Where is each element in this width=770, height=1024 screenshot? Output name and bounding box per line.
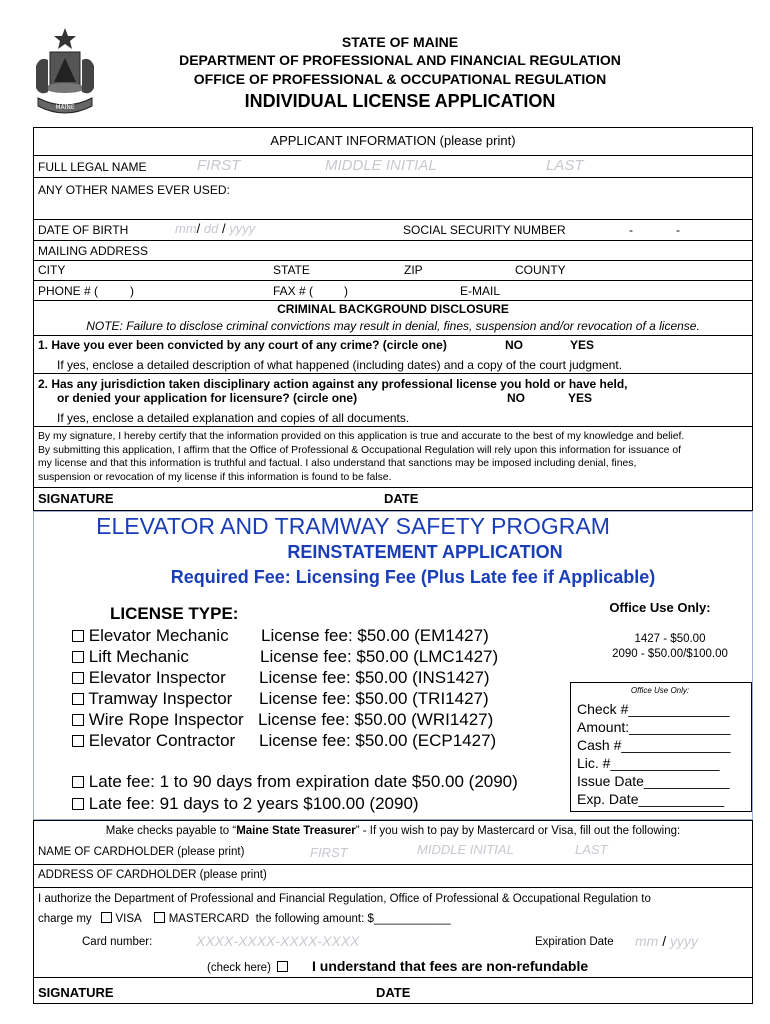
office-use-fields: Check #_____________ Amount:_____________ Cash #______________ Lic. #______________ Issue Date___________ Exp. Date___________ [577,701,731,807]
phone-close: ) [130,284,134,298]
question-2-line-1: 2. Has any jurisdiction taken disciplinary action against any professional license you hold or have held, [38,377,628,391]
signature-label[interactable]: SIGNATURE [38,491,114,506]
license-type-label: LICENSE TYPE: [110,604,239,623]
license-fee: License fee: $50.00 (TRI1427) [259,689,489,708]
license-fee: License fee: $50.00 (WRI1427) [258,710,494,729]
dob-label: DATE OF BIRTH [38,223,129,237]
dob-field[interactable]: mm/ dd / yyyy [175,221,256,236]
office-fee-1: 1427 - $50.00 [634,633,706,645]
payment-date-label[interactable]: DATE [376,985,411,1000]
state-label: STATE [273,263,310,277]
certification-text: By my signature, I hereby certify that the information provided on this application is true and accurate to the best of my knowledge and belief. By submitting this application, I affirm that the Office of Professional & Occupational Regulation will rely upon this information for issuance of my license and that this information is truthful and factual. I also understand that sanctions may be imposed including denial, fines, suspension or revocation of my license if this information is found to be false. [38,431,685,483]
ssn-label: SOCIAL SECURITY NUMBER [403,223,566,237]
license-wire-rope-inspector[interactable]: Wire Rope Inspector [72,710,244,730]
cardholder-middle-field[interactable]: MIDDLE INITIAL [417,842,514,857]
q2-yes[interactable]: YES [568,391,593,405]
header-office: OFFICE OF PROFESSIONAL & OCCUPATIONAL REGULATION [193,71,607,87]
first-name-field[interactable]: FIRST [197,157,241,174]
program-title: ELEVATOR AND TRAMWAY SAFETY PROGRAM [96,513,610,539]
expiration-field[interactable]: mm / yyyy [635,933,698,949]
license-fee: License fee: $50.00 (ECP1427) [259,731,497,750]
question-1-note: If yes, enclose a detailed description of what happened (including dates) and a copy of the court judgment. [57,358,623,372]
card-number-field[interactable]: XXXX-XXXX-XXXX-XXXX [196,933,360,949]
applicant-section-title: APPLICANT INFORMATION (please print) [270,133,516,148]
state-seal-icon [30,26,100,122]
program-subtitle: REINSTATEMENT APPLICATION [287,542,563,562]
county-label: COUNTY [515,263,566,277]
city-label: CITY [38,263,66,277]
header-state: STATE OF MAINE [341,34,459,50]
zip-label: ZIP [404,263,423,277]
authorize-text: I authorize the Department of Professional and Financial Regulation, Office of Professional & Occupational Regulation to [38,893,651,905]
mastercard-checkbox[interactable]: MASTERCARD [154,913,249,925]
cardholder-first-field[interactable]: FIRST [310,845,348,860]
license-fee: License fee: $50.00 (INS1427) [259,668,490,687]
svg-text:MAINE: MAINE [55,104,75,111]
office-use-small: Office Use Only: [630,686,690,695]
header-department: DEPARTMENT OF PROFESSIONAL AND FINANCIAL REGULATION [179,52,621,68]
page-title: INDIVIDUAL LICENSE APPLICATION [244,91,556,111]
question-1: 1. Have you ever been convicted by any court of any crime? (circle one) [38,338,447,352]
mailing-address-label: MAILING ADDRESS [38,244,149,258]
fax-close: ) [344,284,348,298]
cardholder-last-field[interactable]: LAST [575,842,608,857]
payment-intro: Make checks payable to “Maine State Treasurer” - If you wish to pay by Mastercard or Visa, fill out the following: [105,825,681,837]
license-elevator-contractor[interactable]: Elevator Contractor [72,731,235,751]
late-fee-2-years[interactable]: Late fee: 91 days to 2 years $100.00 (2090) [72,794,419,814]
nonrefundable-text: I understand that fees are non-refundable [312,958,589,974]
background-title: CRIMINAL BACKGROUND DISCLOSURE [277,302,509,316]
cardholder-address-label: ADDRESS OF CARDHOLDER (please print) [38,869,267,881]
expiration-label: Expiration Date [535,936,614,948]
question-2-note: If yes, enclose a detailed explanation and copies of all documents. [57,411,410,425]
other-names-label: ANY OTHER NAMES EVER USED: [38,183,230,197]
late-fee-90-days[interactable]: Late fee: 1 to 90 days from expiration date $50.00 (2090) [72,772,518,792]
middle-initial-field[interactable]: MIDDLE INITIAL [325,157,437,174]
last-name-field[interactable]: LAST [546,157,584,174]
date-label[interactable]: DATE [384,491,419,506]
charge-line: charge my VISA MASTERCARD the following amount: $____________ [38,913,451,925]
fax-label: FAX # ( [273,284,314,298]
ssn-dash-2: - [676,223,680,237]
license-tramway-inspector[interactable]: Tramway Inspector [72,689,232,709]
phone-label: PHONE # ( [38,284,99,298]
license-lift-mechanic[interactable]: Lift Mechanic [72,647,189,667]
visa-checkbox[interactable]: VISA [101,913,141,925]
payment-signature-label[interactable]: SIGNATURE [38,985,114,1000]
license-elevator-mechanic[interactable]: Elevator Mechanic [72,626,229,646]
card-number-label: Card number: [82,936,153,948]
full-name-label: FULL LEGAL NAME [38,160,147,174]
payee-name: Maine State Treasurer [236,825,356,837]
q1-no[interactable]: NO [505,338,523,352]
license-elevator-inspector[interactable]: Elevator Inspector [72,668,226,688]
q2-no[interactable]: NO [507,391,525,405]
ssn-dash-1: - [629,223,633,237]
cardholder-label: NAME OF CARDHOLDER (please print) [38,846,245,858]
required-fee-line: Required Fee: Licensing Fee (Plus Late fee if Applicable) [170,567,656,587]
office-fee-2: 2090 - $50.00/$100.00 [612,648,728,660]
q1-yes[interactable]: YES [570,338,595,352]
license-fee: License fee: $50.00 (EM1427) [261,626,489,645]
office-use-title: Office Use Only: [609,600,711,615]
email-label: E-MAIL [460,284,501,298]
question-2-line-2: or denied your application for licensure? (circle one) [57,391,358,405]
license-fee: License fee: $50.00 (LMC1427) [260,647,499,666]
background-note: NOTE: Failure to disclose criminal convictions may result in denial, fines, suspension and/or revocation of a license. [86,319,700,333]
nonrefundable-check[interactable]: (check here) [207,961,288,974]
